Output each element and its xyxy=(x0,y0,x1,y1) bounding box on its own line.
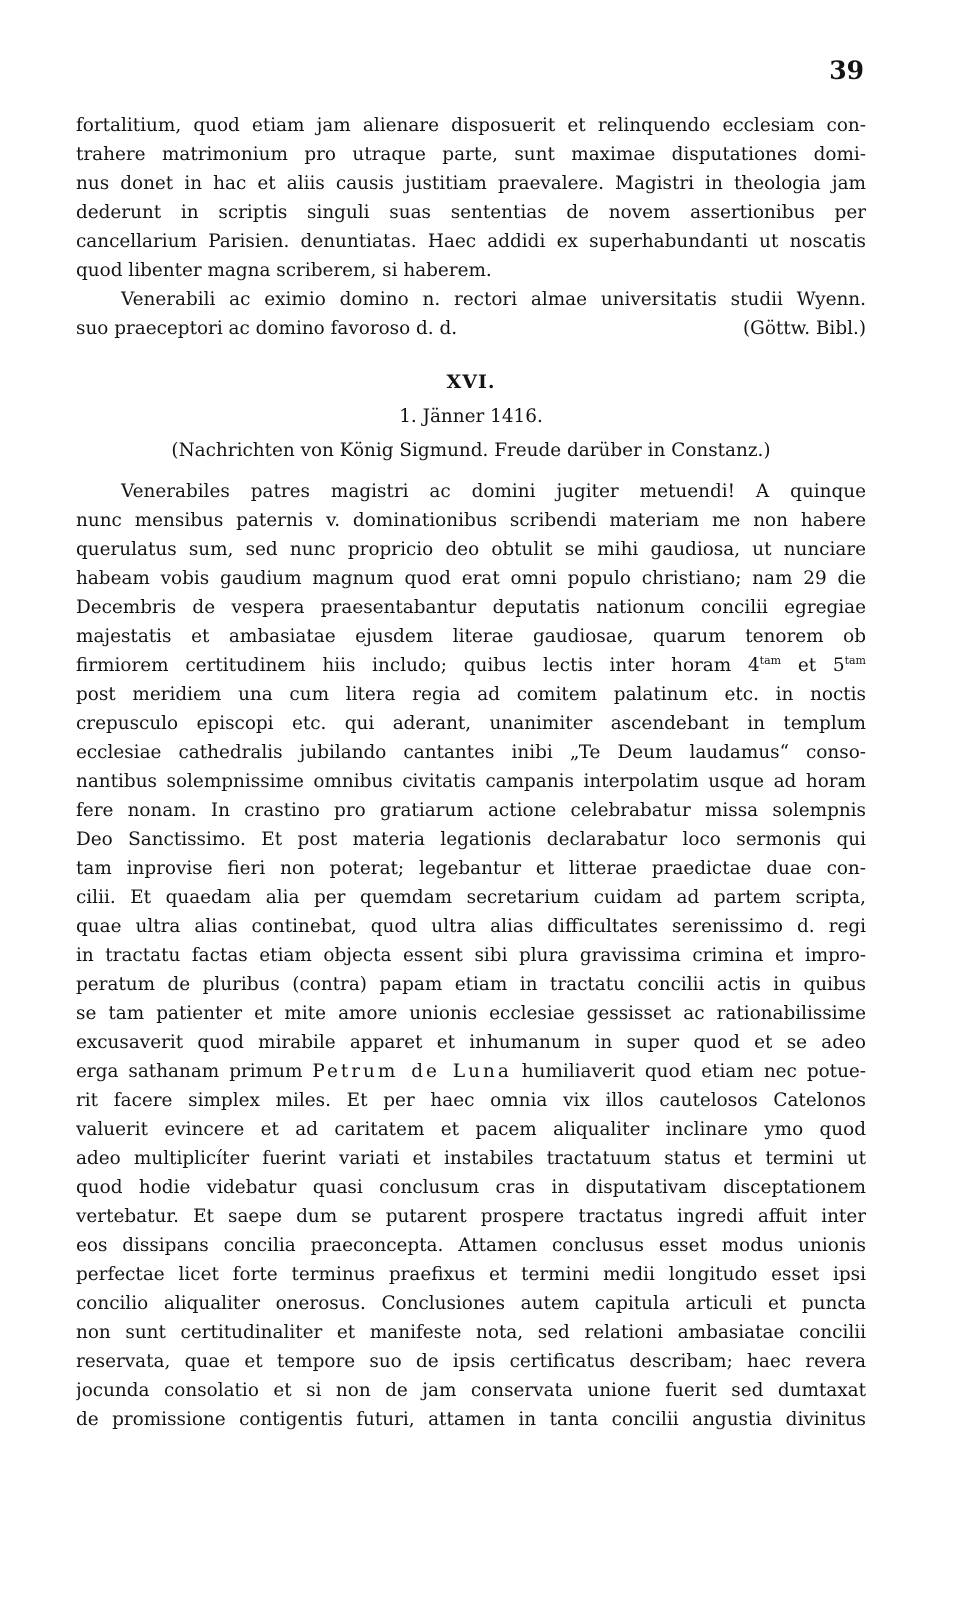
section-subtitle: (Nachrichten von König Sigmund. Freude darüber in Constanz.) xyxy=(171,440,771,461)
address-line-2 xyxy=(76,314,866,343)
text-line: nus donet in hac et aliis causis justitiam praevalere. Magistri in theologia jam xyxy=(76,173,866,194)
text-line: valuerit evincere et ad caritatem et pacem aliqualiter inclinare ymo quod xyxy=(76,1119,866,1140)
text-line: Deo Sanctissimo. Et post materia legationis declarabatur loco sermonis qui xyxy=(76,829,866,850)
superscript: tam xyxy=(844,653,866,667)
letter-body xyxy=(76,477,866,1434)
text-line: nantibus solempnissime omnibus civitatis campanis interpolatim usque ad horam xyxy=(76,771,866,792)
text-line: de promissione contigentis futuri, attamen in tanta concilii angustia divinitus xyxy=(76,1409,866,1430)
text-line: dederunt in scriptis singuli suas sententias de novem assertionibus per xyxy=(76,202,866,223)
text-line: eos dissipans concilia praeconcepta. Attamen conclusus esset modus unionis xyxy=(76,1235,866,1256)
text-line: quae ultra alias continebat, quod ultra alias difficultates serenissimo d. regi xyxy=(76,916,866,937)
text-line: cancellarium Parisien. denuntiatas. Haec addidi ex superhabundanti ut noscatis xyxy=(76,231,866,252)
text-line: jocunda consolatio et si non de jam conservata unione fuerit sed dumtaxat xyxy=(76,1380,866,1401)
text-line: majestatis et ambasiatae ejusdem literae gaudiosae, quarum tenorem ob xyxy=(76,626,866,647)
address-text: suo praeceptori ac domino favoroso d. d. xyxy=(76,318,458,339)
text-line: Venerabiles patres magistri ac domini jugiter metuendi! A quinque xyxy=(121,481,866,502)
section-date: 1. Jänner 1416. xyxy=(399,406,543,427)
text-line: se tam patienter et mite amore unionis ecclesiae gessisset ac rationabilissime xyxy=(76,1003,866,1024)
intro-paragraph xyxy=(76,111,866,285)
text-line xyxy=(76,1057,866,1086)
text-line: nunc mensibus paternis v. dominationibus scribendi materiam me non habere xyxy=(76,510,866,531)
spaced-name: Petrum de Luna xyxy=(312,1061,512,1082)
section-number: XVI. xyxy=(446,371,496,393)
text-line: non sunt certitudinaliter et manifeste nota, sed relationi ambasiatae concilii xyxy=(76,1322,866,1343)
text-line: reservata, quae et tempore suo de ipsis certificatus describam; haec revera xyxy=(76,1351,866,1372)
text-line: tam inprovise fieri non poterat; legebantur et litterae praedictae duae con- xyxy=(76,858,866,879)
text-line xyxy=(76,651,866,680)
text-line: quod hodie videbatur quasi conclusum cras in disputativam disceptationem xyxy=(76,1177,866,1198)
text-line: habeam vobis gaudium magnum quod erat omni populo christiano; nam 29 die xyxy=(76,568,866,589)
text-segment: humiliaverit quod etiam nec potue- xyxy=(511,1061,866,1082)
text-line: crepusculo episcopi etc. qui aderant, unanimiter ascendebant in templum xyxy=(76,713,866,734)
source-reference: (Göttw. Bibl.) xyxy=(742,318,866,339)
text-line: vertebatur. Et saepe dum se putarent prospere tractatus ingredi affuit inter xyxy=(76,1206,866,1227)
letter-address xyxy=(76,285,866,343)
text-line: fortalitium, quod etiam jam alienare disposuerit et relinquendo ecclesiam con- xyxy=(76,115,866,136)
text-line: trahere matrimonium pro utraque parte, sunt maximae disputationes domi- xyxy=(76,144,866,165)
text-line: in tractatu factas etiam objecta essent sibi plura gravissima crimina et impro- xyxy=(76,945,866,966)
text-line: Decembris de vespera praesentabantur deputatis nationum concilii egregiae xyxy=(76,597,866,618)
text-line: fere nonam. In crastino pro gratiarum actione celebrabatur missa solempnis xyxy=(76,800,866,821)
text-segment: firmiorem certitudinem hiis includo; quibus lectis inter horam 4 xyxy=(76,655,760,676)
text-segment: et 5 xyxy=(781,655,845,676)
superscript: tam xyxy=(759,653,782,667)
page-content xyxy=(76,111,866,1434)
text-line: querulatus sum, sed nunc propricio deo obtulit se mihi gaudiosa, ut nunciare xyxy=(76,539,866,560)
text-line: quod libenter magna scriberem, si haberem. xyxy=(76,260,492,281)
text-line: ecclesiae cathedralis jubilando cantantes inibi „Te Deum laudamus“ conso- xyxy=(76,742,866,763)
text-line: excusaverit quod mirabile apparet et inhumanum in super quod et se adeo xyxy=(76,1032,866,1053)
text-line: peratum de pluribus (contra) papam etiam in tractatu concilii actis in quibus xyxy=(76,974,866,995)
address-line: Venerabili ac eximio domino n. rectori almae universitatis studii Wyenn. xyxy=(121,289,866,310)
page-number: 39 xyxy=(829,56,864,85)
text-line: cilii. Et quaedam alia per quemdam secretarium cuidam ad partem scripta, xyxy=(76,887,866,908)
text-line: post meridiem una cum litera regia ad comitem palatinum etc. in noctis xyxy=(76,684,866,705)
text-segment: erga sathanam primum xyxy=(76,1061,313,1082)
text-line: adeo multiplicíter fuerint variati et instabiles tractatuum status et termini ut xyxy=(76,1148,866,1169)
text-line: rit facere simplex miles. Et per haec omnia vix illos cautelosos Catelonos xyxy=(76,1090,866,1111)
text-line: concilio aliqualiter onerosus. Conclusiones autem capitula articuli et puncta xyxy=(76,1293,866,1314)
text-line: perfectae licet forte terminus praefixus et termini medii longitudo esset ipsi xyxy=(76,1264,866,1285)
